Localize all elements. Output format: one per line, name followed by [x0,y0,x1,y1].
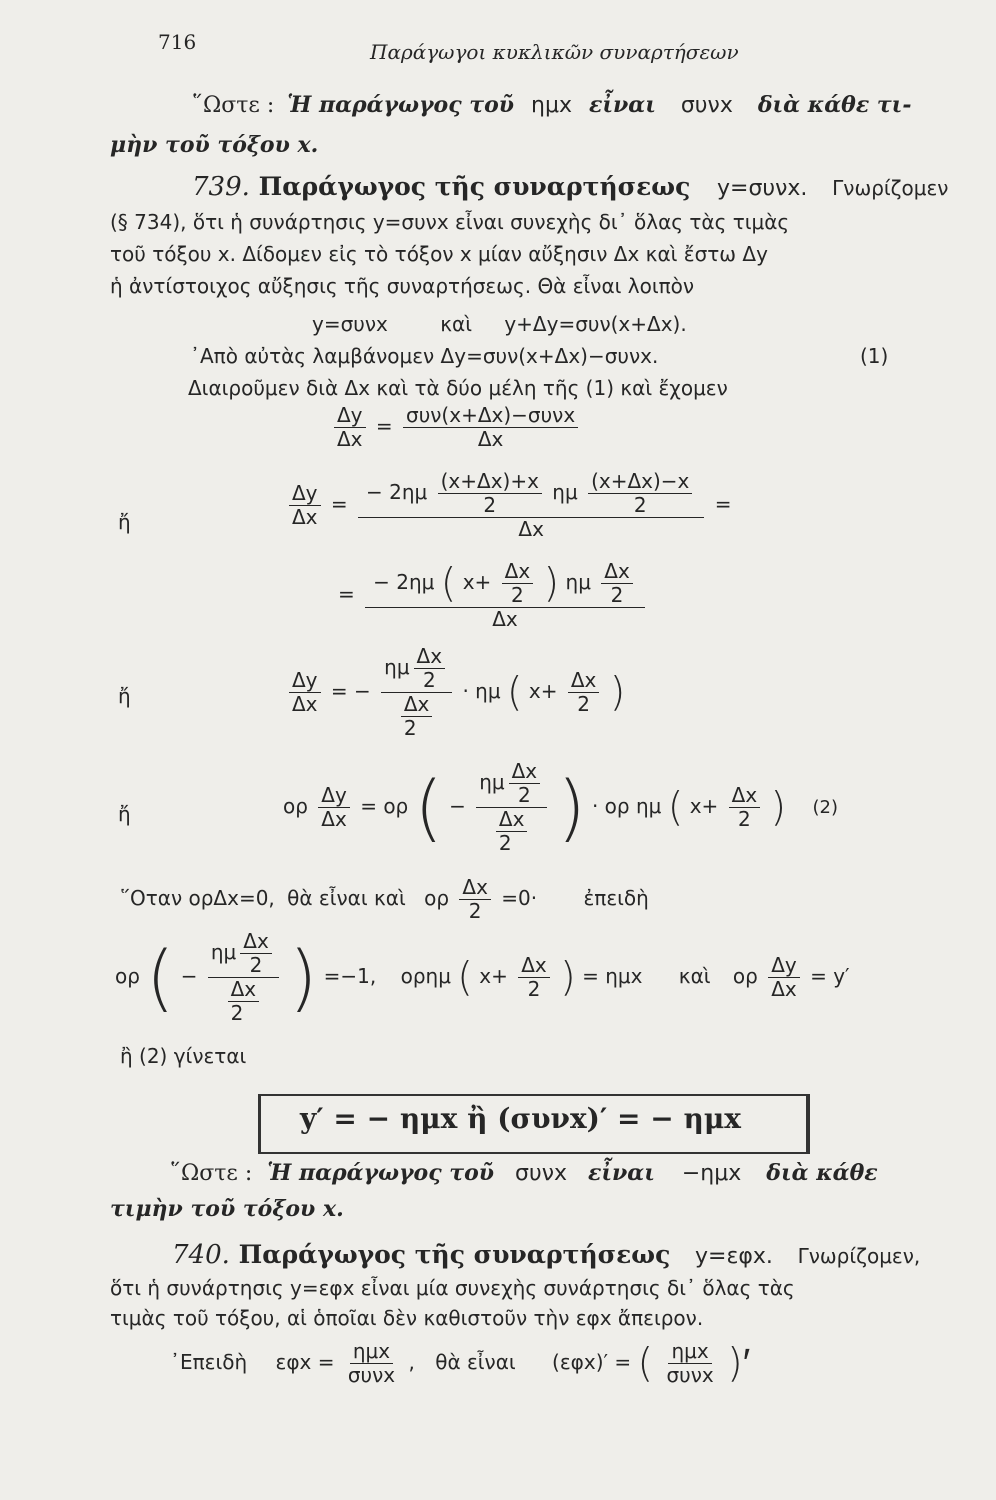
denominator-dx: Δx [321,807,347,831]
fraction-dy-dx [289,669,321,716]
two: 2 [527,977,541,1001]
intro-phrase-1: Ἡ παράγωγος τοῦ [287,92,515,118]
intro-func-2: συνx [680,93,733,118]
becomes-line: ἢ (2) γίνεται [120,1044,247,1068]
fraction-cos-difference [403,404,578,451]
minus-two-sin: − 2ημ [366,480,428,504]
denominator-dx: Δx [477,427,504,451]
limit-label: ορ [424,886,450,910]
x-plus: x+ [462,570,492,594]
numerator-dy: Δy [289,669,321,693]
limit-sin-label: ορημ [400,964,451,988]
big-paren-close: ) [557,765,586,850]
half-difference-fraction [588,470,692,517]
half-dx-fraction [502,560,534,607]
page-number: 716 [158,30,197,54]
limit-zero: =0· [501,886,538,910]
conclusion-phrase-1: Ἡ παράγωγος τοῦ [267,1160,495,1186]
formula-factored [285,645,625,740]
equation-1-tag: (1) [860,344,889,368]
limit-minus-one: =−1, [323,964,377,988]
denominator-dx: Δx [518,517,544,541]
eq-increment: y+Δy=συν(x+Δx). [504,312,687,336]
tan-derivative: (εφx)′ = [552,1350,632,1374]
paren-close: ) [770,784,787,831]
conclusion-func-2: −ημx [681,1161,742,1186]
section-739-rest: Γνωρίζομεν [832,176,949,200]
equals-sign: = [360,794,377,818]
limit-label: ορ [283,794,308,818]
numerator-dy: Δy [768,954,800,978]
denominator-cos-x: συνx [347,1363,396,1387]
numerator-dx: Δx [496,808,528,832]
limit-label: ορ [732,964,758,988]
hoste-label: ῞Ωστε : [192,93,275,118]
big-paren-open: ( [146,935,175,1020]
sin-half-dx [476,760,547,808]
two: 2 [483,493,497,517]
sin-label: ημ [210,940,237,964]
sin-over-cos-fraction [345,1340,398,1387]
section-740-since-line [170,1340,750,1387]
numerator-dx: Δx [228,978,260,1002]
denominator-cos-x: συνx [666,1363,714,1387]
conclusion-phrase-2: εἶναι [588,1160,655,1186]
limit-sin-label: ορ ημ [604,794,662,818]
numerator-cos-difference: συν(x+Δx)−συνx [403,404,578,428]
eq-y-cos: y=συνx [312,312,388,336]
numerator-sin-x: ημx [350,1340,393,1364]
limit-label: ορ [115,964,140,988]
sin-label: ημ [479,770,505,794]
equation-2-tag: (2) [812,797,838,818]
section-739-line-2: (§ 734), ὅτι ἡ συνάρτησις y=συνx εἶναι συνεχὴς δι᾽ ὅλας τὰς τιμὰς [110,210,790,234]
fraction-dy-dx [768,954,800,1001]
equals-sin-x: = ημx [582,964,643,988]
two: 2 [633,493,647,517]
x-plus: x+ [479,964,508,988]
two: 2 [498,831,512,855]
sum-numerator: (x+Δx)+x [438,470,542,494]
limit-label: ορ [383,794,409,818]
equals-sign: = [338,582,355,606]
comma: , [408,1350,415,1374]
big-fraction [358,470,704,541]
intro-statement-line-1 [192,92,996,118]
section-739-title: Παράγωγος τῆς συναρτήσεως [258,172,691,201]
section-740-line-2: ὅτι ἡ συνάρτησις y=εφx εἶναι μία συνεχὴς συνάρτησις δι᾽ ὅλας τὰς [110,1276,795,1300]
fraction-dy-dx [334,404,366,451]
two: 2 [610,583,624,607]
numerator-dx: Δx [568,669,600,693]
section-739-line-6 [190,344,996,368]
conclusion-phrase-4: τιμὴν τοῦ τόξου x. [110,1196,344,1222]
numerator-dx: Δx [240,930,272,954]
numerator-product [365,560,645,608]
numerator-dy: Δy [334,404,366,428]
fraction-dy-dx [289,482,321,529]
sin-over-angle-fraction [208,930,279,1025]
numerator-dx: Δx [729,784,761,808]
limits-line-1 [120,876,649,923]
numerator-dx: Δx [509,760,541,784]
result-formula: y′ = − ημx ἢ (συνx)′ = − ημx [300,1102,741,1135]
conjunction-or: ἤ [118,684,131,708]
running-title: Παράγωγοι κυκλικῶν συναρτήσεων [370,40,739,64]
section-740-title: Παράγωγος τῆς συναρτήσεως [238,1240,671,1269]
section-740-line-3: τιμὰς τοῦ τόξου, αἱ ὁποῖαι δὲν καθιστοῦν τὴν εφx ἄπειρον. [110,1306,704,1330]
intro-phrase-2: εἶναι [589,92,656,118]
dot-operator: · [591,794,599,818]
two: 2 [517,783,531,807]
eq-and: καὶ [440,312,472,336]
minus-sign: − [354,679,371,703]
half-dx-fraction [601,560,633,607]
minus-sign: − [180,964,198,988]
minus-sign: − [449,794,466,818]
formula-simplified [338,560,649,631]
intro-phrase-3: διὰ κάθε τι- [757,92,912,118]
paren-open: ( [457,954,473,1001]
numerator-dx: Δx [502,560,534,584]
half-dx-fraction [518,954,550,1001]
paren-open: ( [637,1340,654,1387]
intro-phrase-4: μὴν τοῦ τόξου x. [110,132,319,158]
denominator-dx: Δx [292,505,318,529]
sin-half-dx [208,930,279,978]
half-sum-fraction [438,470,542,517]
section-739-line-7: Διαιροῦμεν διὰ Δx καὶ τὰ δύο μέλη τῆς (1) καὶ ἔχομεν [188,376,728,400]
paren-open: ( [667,784,684,831]
section-739-function: y=συνx. [717,176,808,201]
half-dx-fraction [414,645,446,692]
half-dx-fraction [225,978,263,1025]
and-label: καὶ [678,964,711,988]
numerator-dx: Δx [401,693,433,717]
intro-func-1: ημx [531,93,572,118]
two: 2 [577,692,590,716]
denominator-dx: Δx [337,427,363,451]
denominator-dx: Δx [771,977,797,1001]
since-label: ᾽Επειδὴ [170,1350,248,1374]
intro-statement-line-2 [110,132,960,158]
since-label: ἐπειδὴ [583,886,649,910]
section-739-line-4: ἡ ἀντίστοιχος αὔξησις τῆς συναρτήσεως. Θὰ εἶναι λοιπὸν [110,274,695,298]
half-dx-fraction [398,693,436,740]
paren-open: ( [440,560,457,607]
x-plus: x+ [689,794,719,818]
two: 2 [249,953,263,977]
two: 2 [511,583,524,607]
conclusion-line-2 [110,1196,960,1222]
section-740-rest: Γνωρίζομεν, [797,1244,921,1268]
section-739-number: 739. [192,172,250,202]
numerator-sin-x: ημx [668,1340,711,1364]
two: 2 [422,668,436,692]
numerator-dx: Δx [601,560,633,584]
section-739-equation-pair [312,312,687,336]
sin-over-angle-fraction [381,645,452,740]
big-fraction [365,560,645,631]
equals-sign: = [375,414,393,438]
paren-close: ) [560,954,576,1001]
paren-close: ) [609,669,626,716]
half-dx-fraction [493,808,531,855]
big-paren-close: ) [289,935,318,1020]
equals-sign: = [330,679,348,703]
section-740-function: y=εφx. [695,1244,773,1269]
difference-numerator: (x+Δx)−x [588,470,692,494]
half-dx-fraction [729,784,761,831]
two: 2 [738,807,751,831]
numerator-dy: Δy [289,482,321,506]
sin-label: ημ [475,679,501,703]
x-plus: x+ [528,679,558,703]
formula-quotient [330,404,582,451]
conclusion-phrase-3: διὰ κάθε [766,1160,878,1186]
hoste-label: ῞Ωστε : [170,1161,253,1186]
numerator-product [358,470,704,518]
conclusion-func-1: συνx [515,1161,568,1186]
formula-sum-to-product [285,470,732,541]
section-740-number: 740. [172,1240,230,1270]
sin-label: ημ [565,570,591,594]
limit-condition: ῞Οταν ορΔx=0, [120,886,275,910]
fraction-dy-dx [318,784,350,831]
paren-close: )′ [727,1340,751,1387]
will-be-label: θὰ εἶναι [435,1350,516,1374]
sin-over-angle-fraction [476,760,547,855]
limits-line-2 [115,930,850,1025]
denominator-dx: Δx [492,607,518,631]
section-739-line-3: τοῦ τόξου x. Δίδομεν εἰς τὸ τόξον x μίαν αὔξησιν Δx καὶ ἔστω Δy [110,242,768,266]
minus-two-sin: − 2ημ [373,570,435,594]
big-paren-open: ( [414,765,443,850]
sin-half-dx [381,645,452,693]
half-dx-fraction [509,760,541,807]
numerator-dx: Δx [518,954,550,978]
equals-sign: = [714,492,732,516]
paren-close: ) [543,560,560,607]
equals-y-prime: = y′ [810,964,850,988]
sin-label: ημ [552,480,578,504]
sin-over-cos-fraction [663,1340,716,1387]
half-dx-fraction [568,669,600,716]
equation-1-text: ᾽Απὸ αὐτὰς λαμβάνομεν Δy=συν(x+Δx)−συνx. [190,344,659,368]
half-dx-fraction [240,930,272,977]
numerator-dx: Δx [459,876,491,900]
denominator-dx: Δx [292,692,318,716]
paren-open: ( [506,669,523,716]
conjunction-or: ἤ [118,802,131,826]
section-740-heading [172,1240,996,1270]
formula-limit-form [283,760,838,855]
two: 2 [230,1001,244,1025]
dot-operator: · [462,679,469,703]
equals-sign: = [330,492,348,516]
numerator-dx: Δx [414,645,446,669]
two: 2 [468,899,482,923]
conjunction-or: ἤ [118,510,131,534]
two: 2 [403,716,417,740]
half-dx-fraction [459,876,491,923]
tan-equals: εφx = [275,1350,335,1374]
conclusion-line-1 [170,1160,996,1186]
sin-label: ημ [384,655,410,679]
section-739-heading [192,172,996,202]
numerator-dy: Δy [318,784,350,808]
limit-then: θὰ εἶναι καὶ [287,886,406,910]
